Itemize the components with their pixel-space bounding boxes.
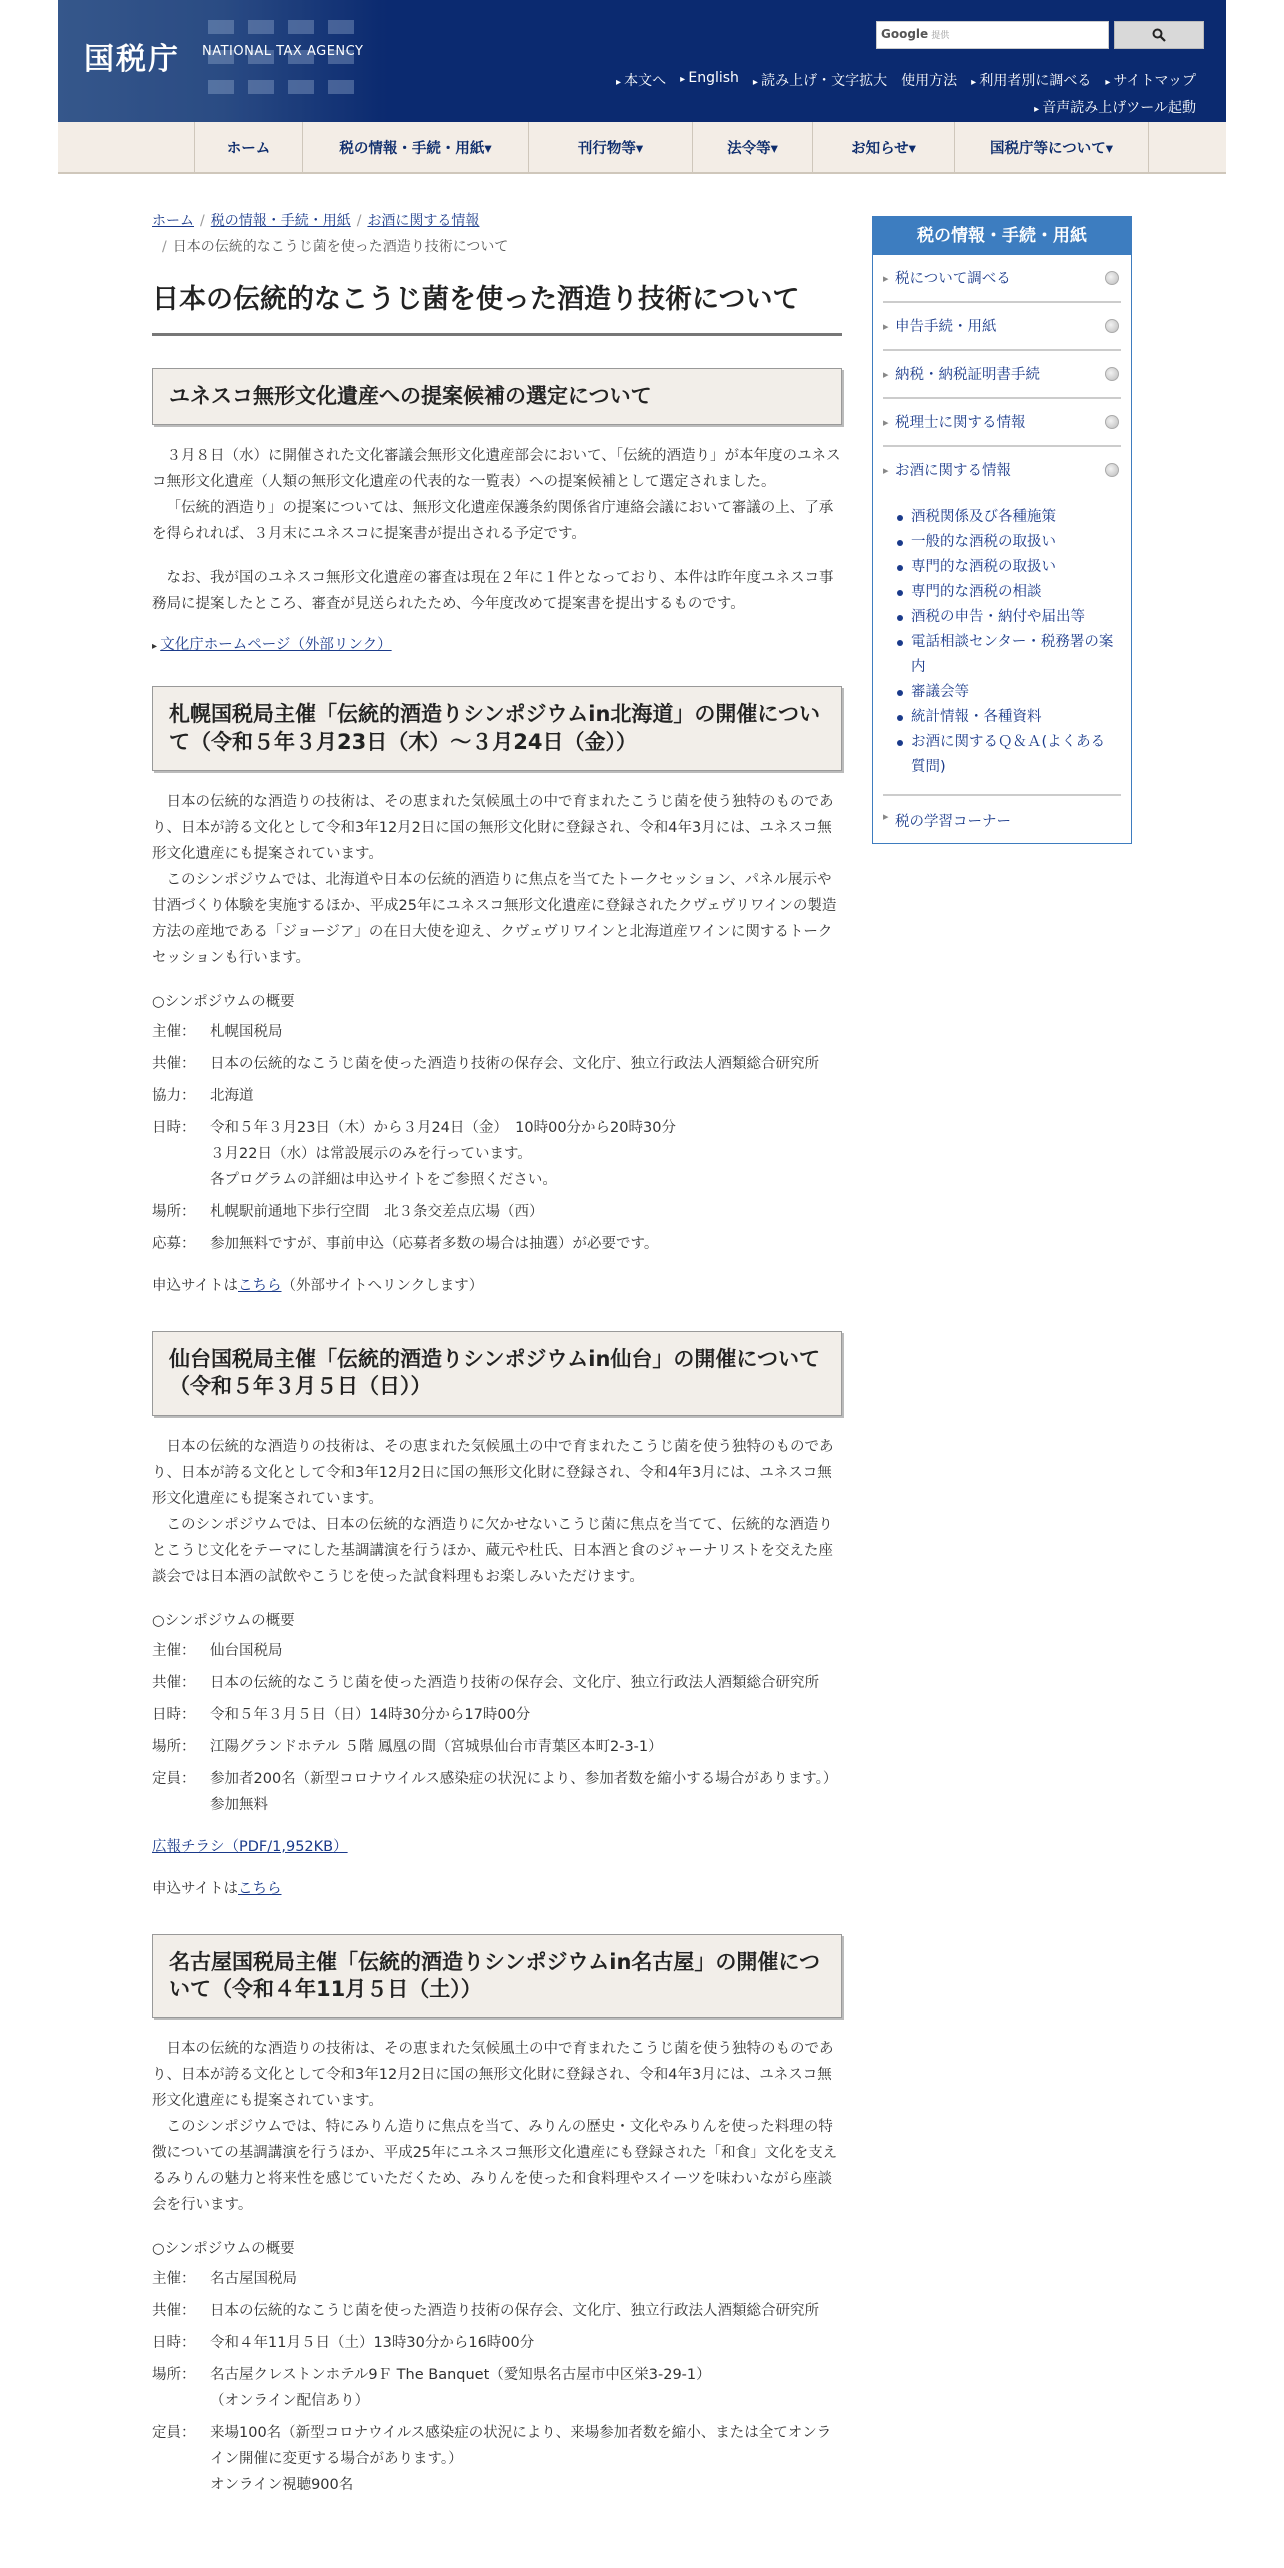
global-nav [58,122,1226,174]
sidebar-title: 税の情報・手続・用紙 [873,217,1131,255]
sidebar-item-learning[interactable]: ▸ 税の学習コーナー [883,796,1121,831]
sidebar-subitem[interactable]: 統計情報・各種資料 [897,705,1117,730]
summary-row: 主催： 札幌国税局 [152,1023,283,1040]
nav-about[interactable]: 国税庁等について▾ [955,122,1149,172]
summary-row: 場所： 名古屋クレストンホテル9Ｆ The Banquet（愛知県名古屋市中区栄3-29-1） （オンライン配信あり） [152,2367,711,2410]
apply-line: 申込サイトはこちら（外部サイトへリンクします） [152,1277,484,1294]
summary-heading: ○シンポジウムの概要 [152,1612,295,1629]
nav-news[interactable]: お知らせ▾ [813,122,955,172]
section-body: 日本の伝統的な酒造りの技術は、その恵まれた気候風土の中で育まれたこうじ菌を使う独特のものであり、日本が誇る文化として令和3年12月2日に国の無形文化財に登録され、令和4年3月には、ユネスコ無形文化遺産にも提案されています。 このシンポジウムでは、北海道や日本の伝統的酒造りに焦点を当てたトークセッション、パネル展示や甘酒づくり体験を実施するほか、平成25年にユネスコ無形文化遺産に登録されたクヴェヴリワインの製造方法の産地である「ジョージア」の在日大使を迎え、クヴェヴリワインと北海道産ワインに関するトークセッションも行います。 [152,793,837,966]
breadcrumb-alcohol-info[interactable]: お酒に関する情報 [367,213,480,229]
main-content [152,208,842,2504]
summary-list [152,1019,842,1257]
breadcrumb: ホーム / 税の情報・手続・用紙 / お酒に関する情報 / 日本の伝統的なこうじ菌を使った酒造り技術について [152,213,509,255]
summary-heading: ○シンポジウムの概要 [152,2241,295,2258]
section-body: 日本の伝統的な酒造りの技術は、その恵まれた気候風土の中で育まれたこうじ菌を使う独特のものであり、日本が誇る文化として令和3年12月2日に国の無形文化財に登録され、令和4年3月には、ユネスコ無形文化遺産にも提案されています。 このシンポジウムでは、日本の伝統的な酒造りに欠かせないこうじ菌に焦点を当てて、伝統的な酒造りとこうじ文化をテーマにした基調講演を行うほか、蔵元や杜氏、日本酒と食のジャーナリストを交えた座談会では日本酒の試飲やこうじを使った試食料理もお楽しみいただけます。 [152,1438,834,1585]
search-button[interactable] [1114,21,1204,49]
summary-row: 主催： 名古屋国税局 [152,2271,297,2288]
sidebar-subitem[interactable]: お酒に関するＱ＆Ａ(よくある質問) [897,730,1117,780]
expand-circle-icon[interactable] [1105,367,1119,381]
sidebar-item-alcohol[interactable]: ▸ お酒に関する情報 [883,447,1121,493]
breadcrumb-home[interactable]: ホーム [152,213,194,229]
expand-circle-icon[interactable] [1105,319,1119,333]
section-body: ３月８日（水）に開催された文化審議会無形文化遺産部会において、「伝統的酒造り」が本年度のユネスコ無形文化遺産（人類の無形文化遺産の代表的な一覧表）への提案候補として選定されました。 「伝統的酒造り」の提案については、無形文化遺産保護条約関係省庁連絡会議において審議の上、了承を得られれば、３月末にユネスコに提案書が提出される予定です。 [152,448,841,543]
summary-row: 日時： 令和５年３月５日（日）14時30分から17時00分 [152,1706,531,1723]
apply-link-sendai[interactable]: こちら [238,1880,282,1897]
search-input[interactable] [876,21,1109,49]
sidebar-item-payment[interactable]: ▸ 納税・納税証明書手続 [883,351,1121,399]
link-skip-to-content[interactable]: ▸ 本文へ [616,70,666,90]
summary-row: 共催： 日本の伝統的なこうじ菌を使った酒造り技術の保存会、文化庁、独立行政法人酒類総合研究所 [152,1674,819,1691]
summary-row: 応募： 参加無料ですが、事前申込（応募者多数の場合は抽選）が必要です。 [152,1235,659,1252]
sidebar-subitem[interactable]: 専門的な酒税の相談 [897,580,1117,605]
summary-row: 共催： 日本の伝統的なこうじ菌を使った酒造り技術の保存会、文化庁、独立行政法人酒類総合研究所 [152,2303,819,2320]
search-provider-label: Google 提供 [881,27,950,41]
summary-heading: ○シンポジウムの概要 [152,993,295,1010]
nav-tax-info[interactable]: 税の情報・手続・用紙▾ [303,122,529,172]
section-body: 日本の伝統的な酒造りの技術は、その恵まれた気候風土の中で育まれたこうじ菌を使う独特のものであり、日本が誇る文化として令和3年12月2日に国の無形文化財に登録され、令和4年3月には、ユネスコ無形文化遺産にも提案されています。 このシンポジウムでは、特にみりん造りに焦点を当て、みりんの歴史・文化やみりんを使った料理の特徴についての基調講演を行うほか、平成25年にユネスコ無形文化遺産にも登録された「和食」文化を支えるみりんの魅力と将来性を感じていただくため、みりんを使った和食料理やスイーツを味わいながら座談会を行います。 [152,2041,838,2214]
sidebar [872,216,1132,844]
breadcrumb-current: 日本の伝統的なこうじ菌を使った酒造り技術について [172,239,509,255]
sidebar-subitem[interactable]: 一般的な酒税の取扱い [897,530,1117,555]
sidebar-subnav [883,493,1121,796]
apply-line: 申込サイトはこちら [152,1880,282,1897]
section-title-unesco: ユネスコ無形文化遺産への提案候補の選定について [152,368,842,425]
sidebar-item-research[interactable]: ▸ 税について調べる [883,255,1121,303]
sidebar-item-tax-accountant[interactable]: ▸ 税理士に関する情報 [883,399,1121,447]
nav-publications[interactable]: 刊行物等▾ [529,122,693,172]
sidebar-subitem[interactable]: 酒税の申告・納付や届出等 [897,605,1117,630]
section-title-nagoya: 名古屋国税局主催「伝統的酒造りシンポジウムin名古屋」の開催について（令和４年11月５日（土）） [152,1934,842,2019]
bunka-homepage-link[interactable]: 文化庁ホームページ（外部リンク） [160,637,392,654]
expand-circle-icon[interactable] [1105,415,1119,429]
summary-row: 日時： 令和４年11月５日（土）13時30分から16時00分 [152,2335,535,2352]
sidebar-subitem[interactable]: 電話相談センター・税務署の案内 [897,630,1117,680]
summary-row: 定員： 参加者200名（新型コロナウイルス感染症の状況により、参加者数を縮小する場合があります。） 参加無料 [152,1770,838,1813]
summary-row: 場所： 江陽グランドホテル ５階 鳳凰の間（宮城県仙台市青葉区本町2-3-1） [152,1738,663,1755]
link-accessibility[interactable]: ▸ 読み上げ・文字拡大 使用方法 [753,70,957,90]
expand-circle-icon[interactable] [1105,463,1119,477]
search-icon [1152,28,1166,42]
summary-row: 共催： 日本の伝統的なこうじ菌を使った酒造り技術の保存会、文化庁、独立行政法人酒類総合研究所 [152,1055,819,1072]
summary-list [152,2266,842,2498]
site-logo[interactable]: 国税庁 [84,42,180,77]
section-title-sapporo: 札幌国税局主催「伝統的酒造りシンポジウムin北海道」の開催について（令和５年３月23日（木）～３月24日（金）） [152,686,842,771]
sidebar-item-filing[interactable]: ▸ 申告手続・用紙 [883,303,1121,351]
site-header [58,0,1226,122]
nav-home[interactable]: ホーム [195,122,303,172]
summary-list [152,1638,842,1818]
sidebar-subitem[interactable]: 審議会等 [897,680,1117,705]
link-english[interactable]: ▸ English [680,70,739,90]
link-voice-tool[interactable]: ▸ 音声読み上げツール起動 [1034,97,1196,117]
expand-circle-icon[interactable] [1105,271,1119,285]
link-sitemap[interactable]: ▸ サイトマップ [1105,70,1196,90]
external-link-bunka [152,633,842,654]
page-title: 日本の伝統的なこうじ菌を使った酒造り技術について [152,282,842,336]
link-by-user[interactable]: ▸ 利用者別に調べる [971,70,1091,90]
summary-row: 主催： 仙台国税局 [152,1642,283,1659]
summary-row: 場所： 札幌駅前通地下歩行空間 北３条交差点広場（西） [152,1203,544,1220]
nav-laws[interactable]: 法令等▾ [693,122,813,172]
apply-link-sapporo[interactable]: こちら [238,1277,282,1294]
sidebar-subitem[interactable]: 専門的な酒税の取扱い [897,555,1117,580]
summary-row: 協力： 北海道 [152,1087,254,1104]
header-links [616,70,1196,90]
flyer-line [152,1834,842,1860]
summary-row: 定員： 来場100名（新型コロナウイルス感染症の状況により、来場参加者数を縮小、または全てオンライン開催に変更する場合があります。） オンライン視聴900名 [152,2425,832,2494]
breadcrumb-tax-info[interactable]: 税の情報・手続・用紙 [210,213,351,229]
section-body: なお、我が国のユネスコ無形文化遺産の審査は現在２年に１件となっており、本件は昨年度ユネスコ事務局に提案したところ、審査が見送られたため、今年度改めて提案書を提出するものです。 [152,570,834,613]
site-logo-english: NATIONAL TAX AGENCY [202,44,364,59]
sidebar-subitem[interactable]: 酒税関係及び各種施策 [897,505,1117,530]
section-title-sendai: 仙台国税局主催「伝統的酒造りシンポジウムin仙台」の開催について（令和５年３月５日（日）） [152,1331,842,1416]
flyer-pdf-link[interactable]: 広報チラシ（PDF/1,952KB） [152,1838,348,1855]
summary-row: 日時： 令和５年３月23日（木）から３月24日（金） 10時00分から20時30分 ３月22日（水）は常設展示のみを行っています。 各プログラムの詳細は申込サイトをご参照ください。 [152,1119,676,1188]
